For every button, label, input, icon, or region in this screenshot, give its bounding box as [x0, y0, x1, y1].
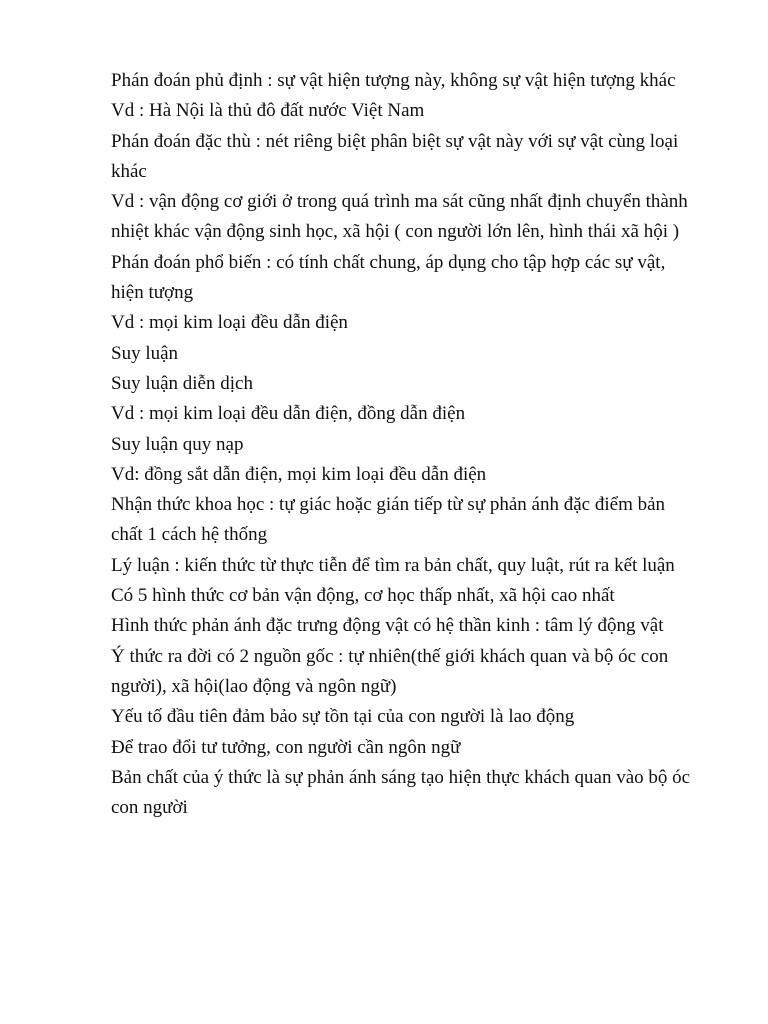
- paragraph-example-metals-conduct: Vd : mọi kim loại đều dẫn điện: [111, 312, 348, 334]
- paragraph-theory: Lý luận : kiến thức từ thực tiễn để tìm ra bản chất, quy luật, rút ra kết luận: [111, 554, 675, 576]
- paragraph-negative-judgment: Phán đoán phủ định : sự vật hiện tượng này, không sự vật hiện tượng khác: [111, 70, 676, 91]
- paragraph-forms-of-motion: Có 5 hình thức cơ bản vận động, cơ học thấp nhất, xã hội cao nhất: [111, 585, 615, 607]
- paragraph-inference: Suy luận: [111, 342, 179, 364]
- paragraph-labor-factor: Yếu tố đầu tiên đảm bảo sự tồn tại của con người là lao động: [111, 706, 575, 728]
- paragraph-nature-of-consciousness: Bản chất của ý thức là sự phản ánh sáng tạo hiện thực khách quan vào bộ óc con người: [111, 766, 691, 819]
- paragraph-language-need: Để trao đổi tư tưởng, con người cần ngôn ngữ: [111, 736, 461, 758]
- paragraph-animal-reflection: Hình thức phản ánh đặc trưng động vật có hệ thần kinh : tâm lý động vật: [111, 615, 664, 637]
- paragraph-universal-judgment: Phán đoán phổ biến : có tính chất chung, áp dụng cho tập hợp các sự vật, hiện tượng: [111, 251, 666, 304]
- paragraph-deductive-inference: Suy luận diễn dịch: [111, 372, 253, 394]
- paragraph-particular-judgment: Phán đoán đặc thù : nét riêng biệt phân biệt sự vật này với sự vật cùng loại khác: [111, 130, 679, 182]
- paragraph-scientific-cognition: Nhận thức khoa học : tự giác hoặc gián tiếp từ sự phản ánh đặc điểm bản chất 1 cách hệ thống: [111, 494, 666, 546]
- document-body: [111, 66, 696, 823]
- paragraph-example-mechanical-motion: Vd : vận động cơ giới ở trong quá trình ma sát cũng nhất định chuyển thành nhiệt khác vận động sinh học, xã hội ( con người lớn lên, hình thái xã hội ): [111, 191, 688, 243]
- paragraph-inductive-inference: Suy luận quy nạp: [111, 433, 244, 455]
- paragraph-origin-of-consciousness: Ý thức ra đời có 2 nguồn gốc : tự nhiên(thế giới khách quan và bộ óc con người), xã hội(lao động và ngôn ngữ): [111, 645, 669, 697]
- paragraph-example-induction: Vd: đồng sắt dẫn điện, mọi kim loại đều dẫn điện: [111, 463, 487, 485]
- paragraph-example-deduction: Vd : mọi kim loại đều dẫn điện, đồng dẫn điện: [111, 403, 466, 425]
- paragraph-example-hanoi: Vd : Hà Nội là thủ đô đất nước Việt Nam: [111, 100, 425, 122]
